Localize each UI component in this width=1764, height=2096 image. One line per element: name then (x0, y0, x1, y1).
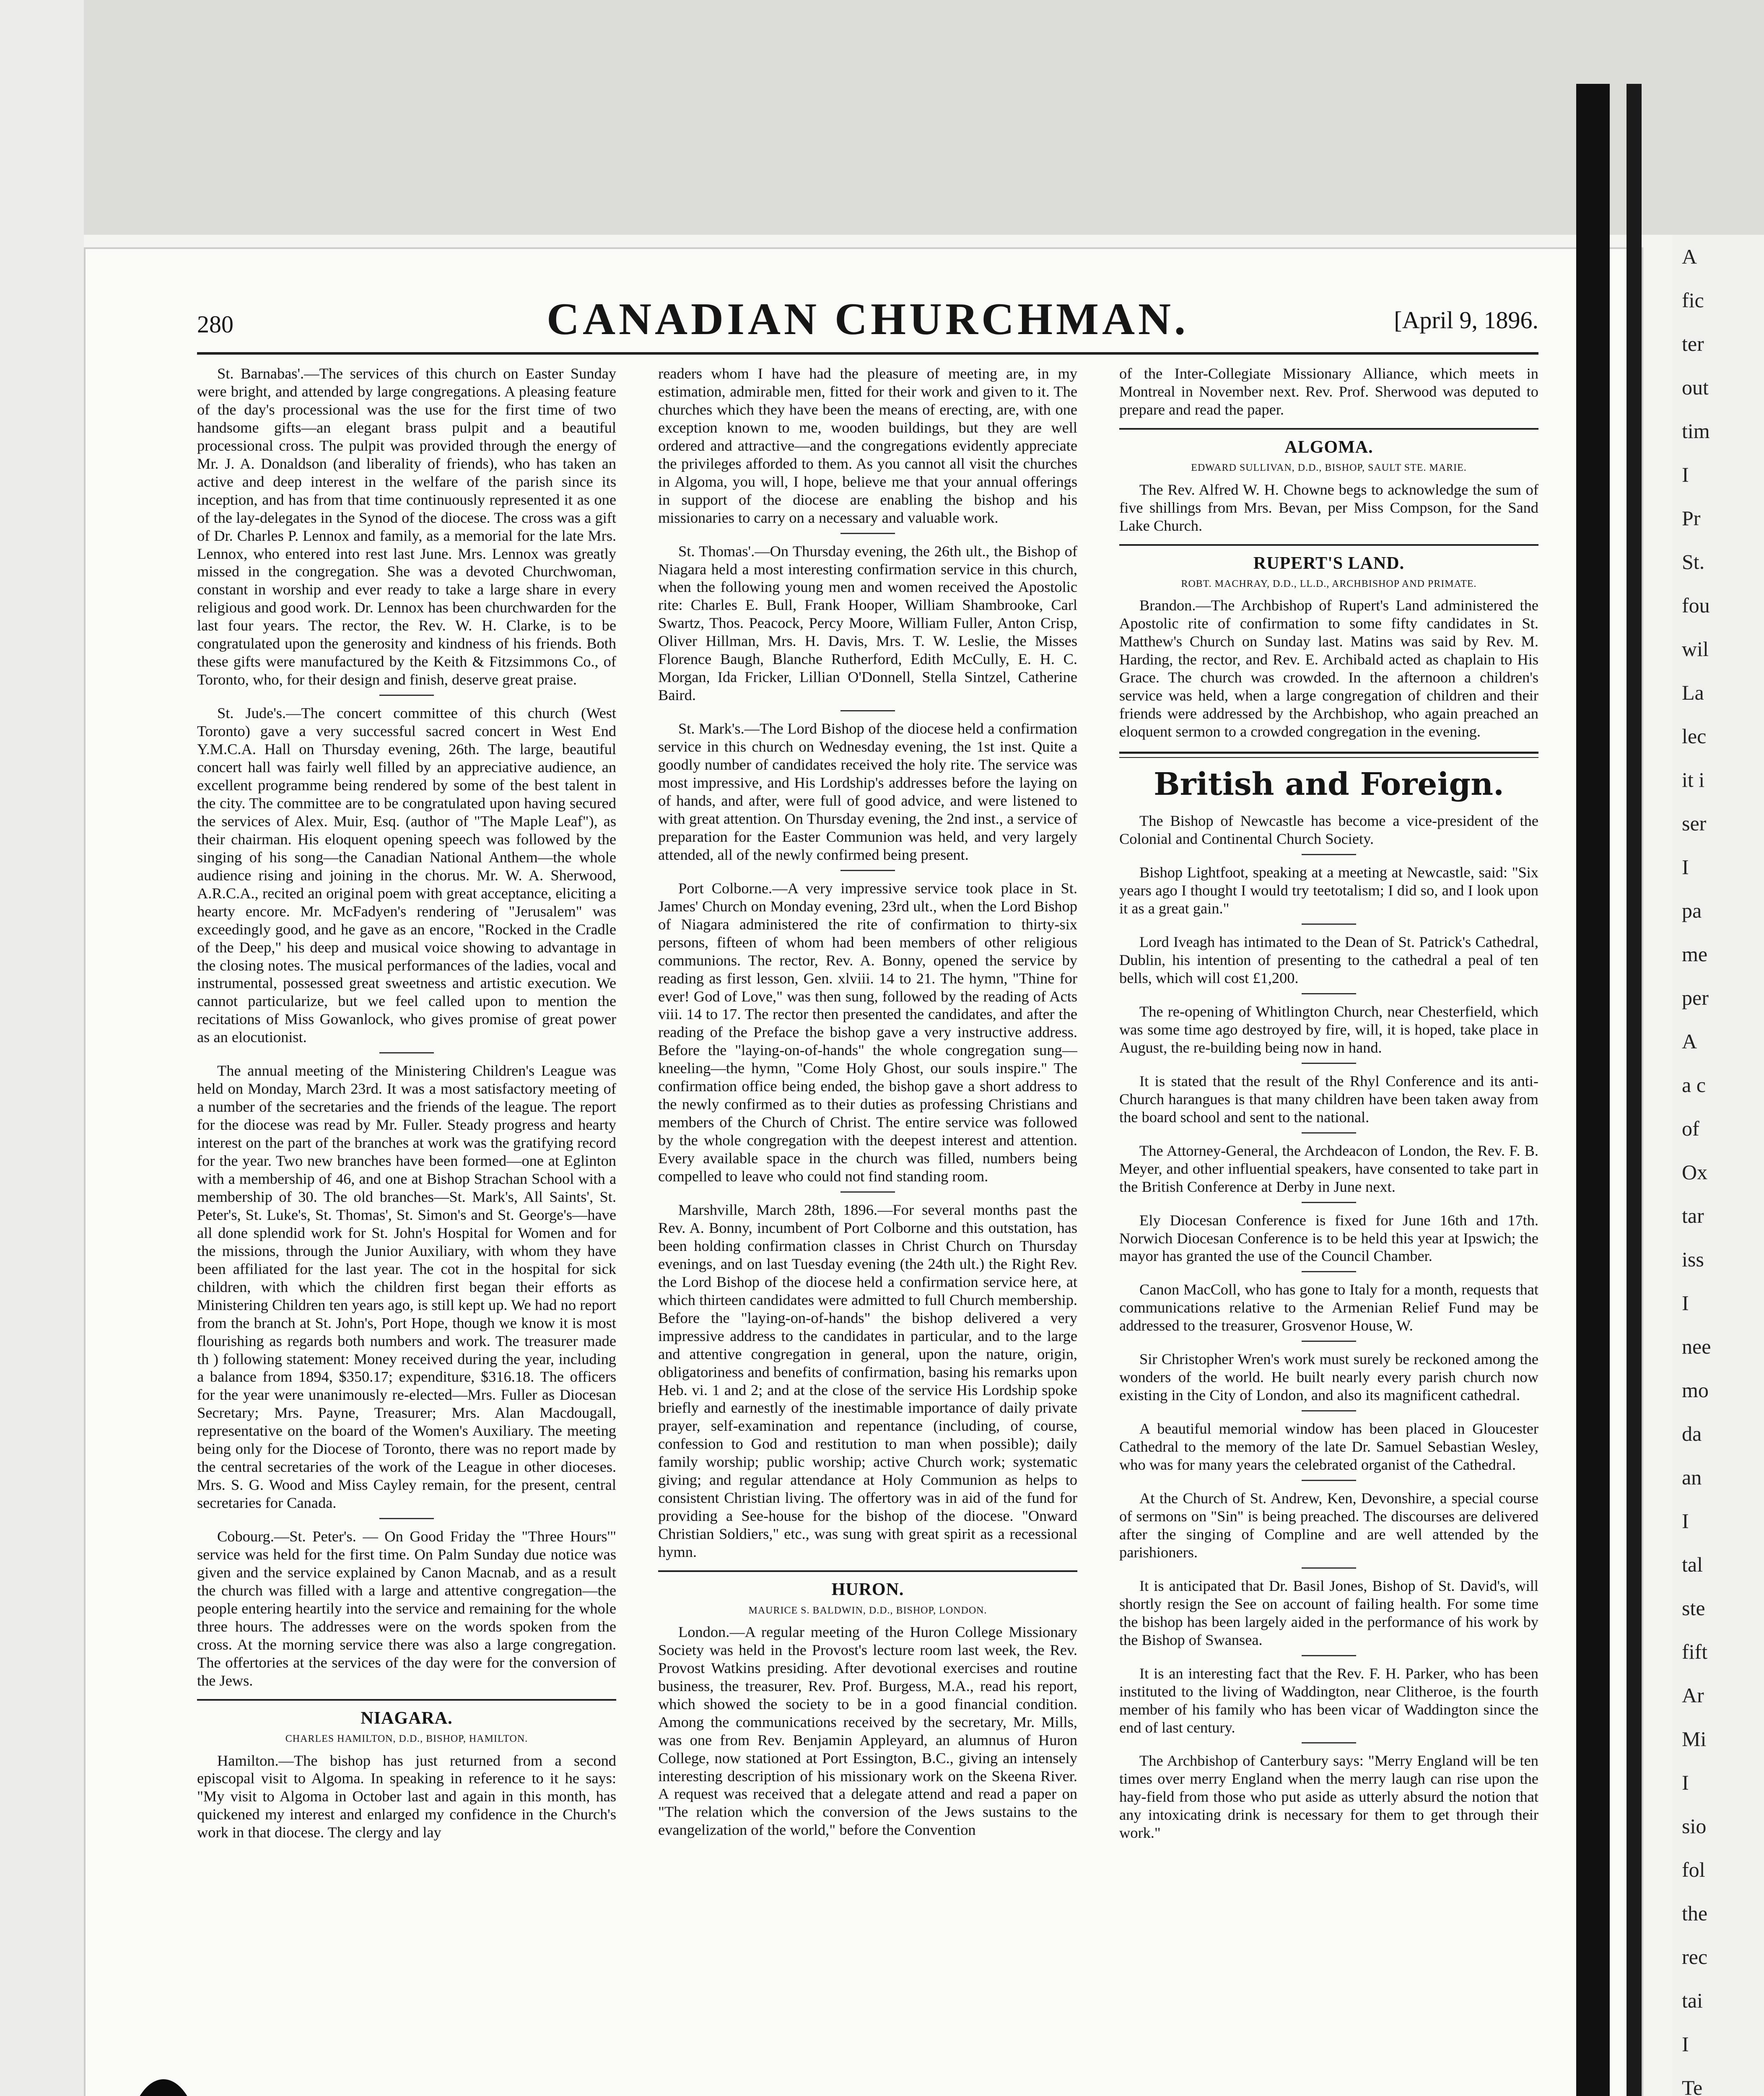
facing-page-fragment: lec (1682, 724, 1707, 748)
facing-page-fragment: Mi (1682, 1727, 1707, 1751)
news-item: Sir Christopher Wren's work must surely be reckoned among the wonders of the world. He built nearly every parish church now existing in the City of London, and also its magnificent cathedral. (1119, 1351, 1538, 1404)
news-item: At the Church of St. Andrew, Ken, Devonshire, a special course of sermons on "Sin" is being preached. The discourses are delivered after the singing of Compline and are well attended by the parishioners. (1119, 1490, 1538, 1561)
column-1 (197, 365, 616, 2096)
news-item: A beautiful memorial window has been placed in Gloucester Cathedral to the memory of the late Dr. Samuel Sebastian Wesley, who was for many years the celebrated organist of the Cathedral. (1119, 1420, 1538, 1473)
binding-spine-edge (1627, 84, 1642, 2096)
divider (1302, 1655, 1356, 1656)
facing-page-fragment: ter (1682, 332, 1704, 355)
section-heading-british-and-foreign: British and Foreign. (1154, 766, 1504, 803)
news-item: The Bishop of Newcastle has become a vice-president of the Colonial and Continental Church Society. (1119, 812, 1538, 848)
scan-background-left (0, 0, 84, 2096)
article-st-marks: St. Mark's.—The Lord Bishop of the diocese held a confirmation service in this church on Wednesday evening, the 1st inst. Quite a goodly number of candidates received the holy rite. The service was most impressive, and His Lordship's addresses before the laying on of hands, and after, were full of good advice, and were listened to with great attention. On Thursday evening, the 2nd inst., a service of preparation for the Easter Communion was held, and very largely attended, all of the newly confirmed being present. (658, 720, 1077, 863)
facing-page-fragment: I (1682, 1509, 1689, 1533)
section-double-rule (1119, 752, 1538, 758)
section-heading-huron: HURON. (831, 1580, 904, 1600)
divider (1302, 1132, 1356, 1134)
section-rule (1119, 428, 1538, 430)
facing-page-fragment: iss (1682, 1248, 1704, 1271)
section-heading-ruperts-land: RUPERT'S LAND. (1253, 553, 1405, 573)
facing-page-fragment: Pr (1682, 506, 1701, 530)
facing-page-fragment: sio (1682, 1814, 1707, 1838)
facing-page-fragment: Te (1682, 2076, 1703, 2096)
facing-page-fragment: wil (1682, 637, 1709, 661)
facing-page-fragment: La (1682, 681, 1704, 704)
facing-page-fragment: nee (1682, 1335, 1711, 1358)
facing-page-fragment: tim (1682, 419, 1710, 443)
facing-page-fragment: I (1682, 2032, 1689, 2056)
facing-page-fragment: ser (1682, 812, 1707, 835)
facing-page-fragment: out (1682, 376, 1709, 399)
news-item: It is an interesting fact that the Rev. F. H. Parker, who has been instituted to the living of Waddington, near Clitheroe, is the fourth member of his family who has been vicar of Waddington since the end of last century. (1119, 1665, 1538, 1736)
facing-page-fragment: fol (1682, 1858, 1705, 1881)
facing-page-fragment: it i (1682, 768, 1705, 791)
facing-page-fragment: tal (1682, 1553, 1703, 1576)
divider (379, 1052, 434, 1053)
facing-page-edge (1673, 235, 1764, 2096)
section-heading-niagara: NIAGARA. (361, 1708, 453, 1728)
column-2 (658, 365, 1077, 2096)
section-rule (658, 1570, 1077, 1572)
article-st-thomas: St. Thomas'.—On Thursday evening, the 26th ult., the Bishop of Niagara held a most interesting confirmation service in this church, when the following young men and women received the Apostolic rite: Charles E. Bull, Frank Hooper, William Shambrooke, Carl Swartz, Thos. Peacock, Percy Moore, William Fuller, Anton Crisp, Oliver Hillman, Mrs. H. Davis, Mrs. T. W. Leslie, the Misses Florence Baugh, Blanche Rutherford, Edith McCully, E. H. C. Morgan, Ida Fricker, Lillian O'Donnell, Stella Sintzel, Catherine Baird. (658, 542, 1077, 704)
article-hamilton-continued: readers whom I have had the pleasure of meeting are, in my estimation, admirable men, fitted for their work and given to it. The churches which they have been the means of erecting, are, with one exception known to me, wooden buildings, but they are well ordered and attractive—and the congregations evidently appreciate the privileges afforded to them. As you cannot all visit the churches in Algoma, you will, I hope, believe me that your annual offerings in support of the diocese are enabling the bishop and his missionaries to carry on a necessary and valuable work. (658, 365, 1077, 526)
facing-page-fragment: fift (1682, 1640, 1708, 1663)
article-port-colborne: Port Colborne.—A very impressive service took place in St. James' Church on Monday evening, 23rd ult., when the Lord Bishop of Niagara administered the rite of confirmation to thirty-six persons, fifteen of whom had been members of other religious communions. The rector, Rev. A. Bonny, opened the service by reading as first lesson, Gen. xlviii. 14 to 21. The hymn, "Thine for ever! God of Love," was then sung, followed by the reading of Acts viii. 14 to 17. The rector then presented the candidates, and after the reading of the Preface the bishop gave a very instructive address. Before the "laying-on-of-hands" the whole congregation sung—kneeling—the hymn, "Come Holy Ghost, our souls inspire." The confirmation office being ended, the bishop gave a short address to the newly confirmed as to their duties as professing Christians and members of the Church of Christ. The entire service was followed by the whole congregation with the deepest interest and attention. Every available space in the church was filled, numbers being compelled to leave who could not find standing room. (658, 879, 1077, 1185)
article-london: London.—A regular meeting of the Huron College Missionary Society was held in the Provost's lecture room last week, the Rev. Provost Watkins presiding. After devotional exercises and routine business, the treasurer, Rev. Prof. Burgess, M.A., read his report, which showed the society to be in a good financial condition. Among the communications received by the secretary, Mr. Mills, was one from Rev. Benjamin Appleyard, an alumnus of Huron College, now stationed at Port Essington, B.C., giving an intensely interesting description of his missionary work on the Skeena River. A request was received that a delegate attend and read a paper on "The relation which the conversion of the Jews sustains to the evangelization of the world," before the Convention (658, 1623, 1077, 1839)
divider (840, 1191, 895, 1193)
divider (840, 710, 895, 711)
facing-page-fragment: mo (1682, 1378, 1709, 1402)
facing-page-fragment: da (1682, 1422, 1702, 1445)
divider (1302, 1202, 1356, 1203)
divider (1302, 1742, 1356, 1743)
news-item: Ely Diocesan Conference is fixed for June 16th and 17th. Norwich Diocesan Conference is to be held this year at Ipswich; the mayor has granted the use of the Council Chamber. (1119, 1211, 1538, 1265)
divider (840, 533, 895, 534)
divider (1302, 1410, 1356, 1411)
facing-page-fragment: of (1682, 1117, 1699, 1140)
section-rule (197, 1699, 616, 1701)
article-brandon: Brandon.—The Archbishop of Rupert's Land administered the Apostolic rite of confirmation to some fifty candidates in St. Matthew's Church on Sunday last. Matins was said by Rev. M. Harding, the rector, and Rev. E. Archibald acted as chaplain to His Grace. The church was crowded. In the afternoon a children's service was held, when a large congregation of children and their friends were addressed by the Archbishop, who again preached an eloquent sermon to a crowded congregation in the evening. (1119, 597, 1538, 740)
article-ministering-childrens-league: The annual meeting of the Ministering Children's League was held on Monday, March 23rd. It was a most satisfactory meeting of a number of the secretaries and the friends of the league. The report for the diocese was read by Mr. Fuller. Steady progress and hearty interest on the part of the branches at work was the gratifying record for the year. Two new branches have been formed—one at Eglinton with a membership of 46, and one at Bishop Strachan School with a membership of 30. The old branches—St. Mark's, All Saints', St. Peter's, St. Luke's, St. Thomas', St. Simon's and St. George's—have all done splendid work for St. John's Hospital for Women and for the missions, through the Junior Auxiliary, with whom they have been affiliated for the last year. The cot in the hospital for sick children, with which the children first began their efforts as Ministering Children ten years ago, is still kept up. We had no report from the branch at St. John's, Port Hope, though we know it is most flourishing as regards both numbers and work. The treasurer made th ) following statement: Money received during the year, including a balance from 1894, $350.17; expenditure, $316.18. The officers for the year were unanimously re-elected—Mrs. Fuller as Diocesan Secretary; Mrs. Payne, Treasurer; Mrs. Alan Macdougall, representative on the board of the Women's Auxiliary. The meeting being only for the Diocese of Toronto, there was no report made by the central secretaries of the work of the League in other dioceses. Mrs. S. G. Wood and Miss Cayley remain, for the present, central secretaries for Canada. (197, 1062, 616, 1512)
news-item: It is anticipated that Dr. Basil Jones, Bishop of St. David's, will shortly resign the See on account of failing health. For some time the bishop has been largely aided in the performance of his work by the Bishop of Swansea. (1119, 1577, 1538, 1648)
facing-page-fragment: per (1682, 986, 1709, 1009)
facing-page-fragment: rec (1682, 1945, 1708, 1969)
section-subheading-niagara: CHARLES HAMILTON, D.D., BISHOP, HAMILTON. (285, 1733, 528, 1745)
divider (1302, 923, 1356, 925)
news-item: Bishop Lightfoot, speaking at a meeting at Newcastle, said: "Six years ago I thought I would try teetotalism; I did so, and I look upon it as a great gain." (1119, 864, 1538, 917)
facing-page-fragment: pa (1682, 899, 1702, 922)
facing-page-fragment: A (1682, 1030, 1697, 1053)
facing-page-fragment: a c (1682, 1073, 1706, 1097)
news-item: It is stated that the result of the Rhyl Conference and its anti-Church harangues is that many children have been taken away from the board school and sent to the national. (1119, 1072, 1538, 1126)
news-item: The re-opening of Whitlington Church, near Chesterfield, which was some time ago destroyed by fire, will, it is hoped, take place in August, the re-building being now in hand. (1119, 1003, 1538, 1056)
facing-page-fragment: I (1682, 463, 1689, 486)
facing-page-fragment: tai (1682, 1989, 1703, 2012)
divider (379, 1518, 434, 1519)
facing-page-fragment: an (1682, 1466, 1702, 1489)
facing-page-fragment: ste (1682, 1596, 1705, 1620)
divider (1302, 854, 1356, 855)
article-cobourg: Cobourg.—St. Peter's. — On Good Friday the "Three Hours'" service was held for the first time. On Palm Sunday due notice was given and the service explained by Canon Macnab, and as a result the church was filled with a large and attentive congregation—the people entering heartily into the service and remaining for the whole three hours. The addresses were on the words spoken from the cross. At the morning service there was also a large congregation. The offertories at the services of the day were for the conversion of the Jews. (197, 1528, 616, 1689)
facing-page-fragment: tar (1682, 1204, 1704, 1227)
section-rule (1119, 544, 1538, 546)
facing-page-fragment: fou (1682, 594, 1710, 617)
article-chowne: The Rev. Alfred W. H. Chowne begs to acknowledge the sum of five shillings from Mrs. Bevan, per Miss Compson, for the Sand Lake Church. (1119, 481, 1538, 534)
news-item: The Attorney-General, the Archdeacon of London, the Rev. F. B. Meyer, and other influential speakers, have consented to take part in the British Conference at Derby in June next. (1119, 1142, 1538, 1195)
facing-page-fragment: me (1682, 942, 1708, 966)
facing-page-fragment: I (1682, 855, 1689, 879)
british-and-foreign-items (1119, 812, 1538, 1842)
divider (1302, 1341, 1356, 1342)
scan-background-top (0, 0, 1764, 235)
binding-spine (1576, 84, 1610, 2096)
article-hamilton: Hamilton.—The bishop has just returned from a second episcopal visit to Algoma. In speaking in reference to it he says: "My visit to Algoma in October last and again in this month, has quickened my interest and enlarged my confidence in the Church's work in that diocese. The clergy and lay (197, 1752, 616, 1841)
facing-page-fragment: St. (1682, 550, 1705, 573)
masthead-title: CANADIAN CHURCHMAN. (547, 294, 1189, 344)
column-3 (1119, 365, 1538, 2096)
facing-page-fragment: I (1682, 1291, 1689, 1315)
divider (379, 695, 434, 696)
section-subheading-algoma: EDWARD SULLIVAN, D.D., BISHOP, SAULT STE. MARIE. (1191, 462, 1467, 474)
news-item: The Archbishop of Canterbury says: "Merry England will be ten times over merry England when the merry laugh can rise upon the hay-field from those who put aside as utterly absurd the notion that any intoxicating drink is necessary for them to get through their work." (1119, 1752, 1538, 1842)
divider (1302, 1063, 1356, 1064)
facing-page-fragment: A (1682, 245, 1697, 268)
facing-page-fragment: Ox (1682, 1160, 1708, 1184)
divider (840, 870, 895, 871)
news-item: Lord Iveagh has intimated to the Dean of St. Patrick's Cathedral, Dublin, his intention of presenting to the cathedral a peal of ten bells, which will cost £1,200. (1119, 934, 1538, 987)
divider (1302, 993, 1356, 994)
facing-page-fragment: Ar (1682, 1684, 1704, 1707)
article-london-continued: of the Inter-Collegiate Missionary Alliance, which meets in Montreal in November next. Rev. Prof. Sherwood was deputed to prepare and read the paper. (1119, 365, 1538, 418)
facing-page-fragment: the (1682, 1901, 1708, 1925)
section-heading-algoma: ALGOMA. (1284, 437, 1373, 457)
news-item: Canon MacColl, who has gone to Italy for a month, requests that communications relative to the Armenian Relief Fund may be addressed to the treasurer, Grosvenor House, W. (1119, 1281, 1538, 1334)
facing-page-fragment: fic (1682, 288, 1704, 312)
divider (1302, 1271, 1356, 1272)
divider (1302, 1567, 1356, 1569)
section-subheading-huron: MAURICE S. BALDWIN, D.D., BISHOP, LONDON. (748, 1605, 987, 1616)
issue-date: [April 9, 1896. (1394, 306, 1538, 334)
facing-page-fragment: I (1682, 1771, 1689, 1794)
article-st-barnabas: St. Barnabas'.—The services of this church on Easter Sunday were bright, and attended by large congregations. A pleasing feature of the day's processional was the use for the first time of two handsome gifts—an elegant brass pulpit and a beautiful processional cross. The pulpit was provided through the energy of Mr. J. A. Donaldson (and liberality of friends), who has taken an active and deep interest in the welfare of the parish since its inception, and has from that time continuously represented it as one of the lay-delegates in the Synod of the diocese. The cross was a gift of Dr. Charles P. Lennox and family, as a memorial for the late Mrs. Lennox, who entered into rest last June. Mrs. Lennox was greatly missed in the congregation. She was a devoted Churchwoman, constant in worship and ever ready to take a large share in every religious and good work. Dr. Lennox has been churchwarden for the last four years. The rector, the Rev. W. H. Clarke, is to be congratulated upon the generosity and kindness of his friends. Both these gifts were manufactured by the Keith & Fitzsimmons Co., of Toronto, who, for their design and finish, deserve great praise. (197, 365, 616, 688)
header-rule (197, 352, 1538, 355)
divider (1302, 1480, 1356, 1481)
page-number: 280 (197, 311, 233, 338)
article-st-judes: St. Jude's.—The concert committee of this church (West Toronto) gave a very successful sacred concert in West End Y.M.C.A. Hall on Thursday evening, 26th. The large, beautiful concert hall was fairly well filled by an appreciative audience, an excellent programme being rendered by some of the best talent in the city. The committee are to be congratulated upon having secured the services of Alex. Muir, Esq. (author of "The Maple Leaf"), as their chairman. His eloquent opening speech was followed by the singing of his song—the Canadian National Anthem—the whole audience rising and joining in the chorus. Mr. W. A. Sherwood, A.R.C.A., recited an original poem with great acceptance, eliciting a hearty encore. Mr. McFadyen's rendering of "Jerusalem" was exceedingly good, and he gave as an encore, "Rocked in the Cradle of the Deep," his deep and musical voice showing to advantage in the closing notes. The musical performances of the ladies, vocal and instrumental, possessed great sweetness and artistic execution. We cannot particularize, but we feel called upon to mention the recitations of Miss Gowanlock, who gives promise of great power as an elocutionist. (197, 705, 616, 1046)
article-marshville: Marshville, March 28th, 1896.—For several months past the Rev. A. Bonny, incumbent of Port Colborne and this outstation, has been holding confirmation classes in Christ Church on Thursday evenings, and on last Tuesday evening (the 24th ult.) the Right Rev. the Lord Bishop of the diocese held a confirmation service here, at which thirteen candidates were admitted to full Church membership. Before the "laying-on-of-hands" the bishop delivered a very impressive address to the candidates in particular, and to the large and attentive congregation in general, upon the nature, origin, obligatoriness and benefits of confirmation, basing his remarks upon Heb. vi. 1 and 2; and at the close of the service His Lordship spoke briefly and earnestly of the inestimable importance of daily private prayer, self-examination and repentance (including, of course, confession to God and restitution to man when possible); daily family worship; public worship; active Church work; systematic giving; and regular attendance at Holy Communion as helps to consistent Christian living. The offertory was in aid of the fund for providing a See-house for the bishop of the diocese. "Onward Christian Soldiers," etc., was sung with great spirit as a recessional hymn. (658, 1201, 1077, 1561)
section-subheading-ruperts-land: ROBT. MACHRAY, D.D., LL.D., ARCHBISHOP AND PRIMATE. (1181, 578, 1477, 590)
page-header (197, 293, 1538, 344)
